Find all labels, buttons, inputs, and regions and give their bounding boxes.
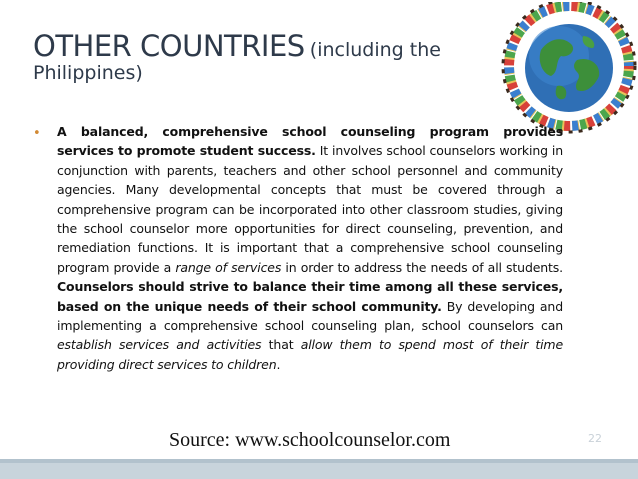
paragraph-text-5: .: [276, 356, 281, 372]
paragraph-italic-establish: establish services and activities: [57, 337, 262, 353]
paragraph-text-3: By developing and implementing a comprehensive school counseling plan, school counselors can: [57, 298, 563, 334]
globe-children-image: [497, 2, 637, 134]
page-number: 22: [588, 432, 602, 445]
paragraph-bold-intro: A balanced, comprehensive school counseling program provides services to promote student success.: [57, 124, 563, 159]
title-line2: Philippines): [33, 62, 143, 85]
paragraph-text-2: in order to address the needs of all students.: [281, 259, 563, 275]
slide-title: [33, 30, 493, 85]
paragraph-italic-range: range of services: [175, 259, 282, 275]
paragraph-italic-allow: allow them to spend most of their time providing direct services to children: [57, 337, 563, 372]
title-main: OTHER COUNTRIES: [33, 29, 305, 63]
body-paragraph: [57, 122, 563, 374]
paragraph-bold-balance: Counselors should strive to balance their time among all these services, based on the unique needs of their school community.: [57, 279, 563, 314]
footer-bar-edge: [0, 459, 638, 463]
source-citation: Source: www.schoolcounselor.com: [169, 429, 451, 451]
paragraph-text-4: that: [261, 337, 301, 353]
bullet-icon: •: [33, 126, 41, 141]
title-paren: (including the: [309, 39, 441, 61]
paragraph-text-1: It involves school counselors working in conjunction with parents, teachers and other school personnel and community agencies. Many developmental concepts that must be covered through a comprehensive program can be incorporated into other classroom studies, giving the school counselor more opportunities for direct counseling, prevention, and remediation functions. It is important that a comprehensive school counseling program provide a: [57, 143, 563, 275]
content-body: [33, 122, 563, 374]
